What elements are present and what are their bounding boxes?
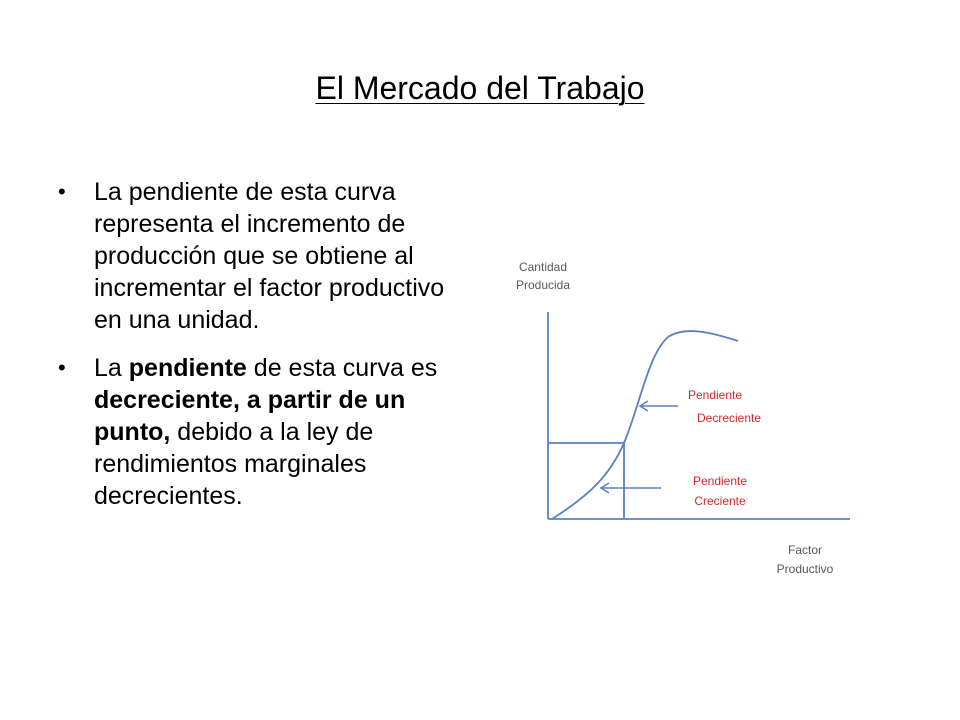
annotation-decreasing-line-2: Decreciente	[696, 411, 762, 425]
bullet-text	[94, 354, 437, 510]
annotation-decreasing-line-1: Pendiente	[687, 388, 743, 402]
slide-title: El Mercado del Trabajo	[315, 70, 645, 106]
bullet-item-2	[56, 352, 466, 512]
annotation-increasing-line-1: Pendiente	[692, 474, 748, 488]
bullet-segment: La pendiente de esta curva representa el incremento de producción que se obtiene al incrementar el factor productivo en una unidad.	[94, 178, 445, 334]
bullet-list	[56, 176, 466, 528]
bullet-text	[94, 178, 444, 334]
bullet-bold-segment: pendiente	[128, 354, 247, 382]
bullet-dot-icon: •	[58, 355, 66, 380]
bullet-bold-segment: decreciente, a partir de un punto,	[94, 386, 406, 446]
bullet-segment: La	[94, 354, 129, 382]
bullet-dot-icon: •	[58, 179, 66, 204]
y-axis-label-line-2: Producida	[515, 278, 571, 292]
annotation-increasing-line-2: Creciente	[694, 494, 746, 508]
y-axis-label-line-1: Cantidad	[518, 260, 568, 274]
production-curve	[552, 331, 738, 519]
x-axis-label-line-2: Productivo	[776, 562, 834, 576]
bullet-segment: debido a la ley de rendimientos marginales decrecientes.	[94, 418, 374, 510]
bullet-item-1	[56, 176, 466, 336]
production-curve-diagram	[470, 240, 890, 600]
bullet-segment: de esta curva es	[246, 354, 438, 382]
x-axis-label-line-1: Factor	[787, 543, 823, 557]
